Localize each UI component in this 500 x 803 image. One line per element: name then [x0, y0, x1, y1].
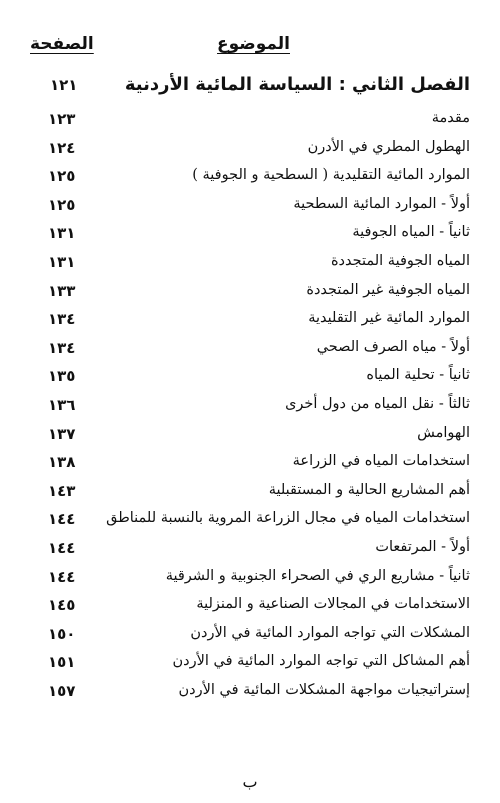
entry-label: ثانياً - تحلية المياه	[366, 367, 470, 384]
entry-page-number: ١٢٥	[48, 195, 76, 214]
entry-label: الاستخدامات في المجالات الصناعية و المنزلية	[196, 596, 470, 613]
entry-page-number: ١٤٤	[48, 538, 76, 557]
entry-label: استخدامات المياه في مجال الزراعة المروية بالنسبة للمناطق	[106, 510, 470, 527]
entry-label: إستراتيجيات مواجهة المشكلات المائية في الأردن	[178, 681, 470, 698]
toc-entry	[30, 306, 470, 335]
toc-entry	[30, 592, 470, 621]
entry-label: أولاً - المرتفعات	[375, 538, 470, 555]
toc-entry	[30, 392, 470, 421]
toc-header	[30, 34, 470, 64]
entry-label: ثانياً - مشاريع الري في الصحراء الجنوبية و الشرقية	[165, 567, 470, 584]
toc-entry	[30, 135, 470, 164]
toc-entry	[30, 678, 470, 707]
entry-label: الموارد المائية التقليدية ( السطحية و الجوفية )	[192, 167, 470, 184]
entry-label: أولاً - مياه الصرف الصحي	[316, 338, 470, 355]
topic-column-header: الموضوع	[217, 34, 290, 54]
entry-label: أولاً - الموارد المائية السطحية	[293, 195, 470, 212]
entry-label: الهطول المطري في الأدرن	[307, 138, 470, 155]
toc-entry	[30, 192, 470, 221]
entry-page-number: ١٣١	[48, 252, 76, 271]
entry-page-number: ١٣٤	[48, 338, 76, 357]
toc-entry	[30, 449, 470, 478]
toc-entry	[30, 564, 470, 593]
entry-label: استخدامات المياه في الزراعة	[292, 453, 470, 470]
entry-label: الموارد المائية غير التقليدية	[308, 310, 470, 327]
toc-entry	[30, 278, 470, 307]
entry-page-number: ١٣٤	[48, 310, 76, 329]
entry-label: أهم المشاريع الحالية و المستقبلية	[268, 481, 470, 498]
entry-page-number: ١٥٠	[48, 624, 76, 643]
entry-page-number: ١٤٤	[48, 510, 76, 529]
entry-label: المشكلات التي تواجه الموارد المائية في الأردن	[190, 624, 470, 641]
entry-page-number: ١٣٧	[48, 424, 76, 443]
toc-entry	[30, 535, 470, 564]
toc-entry	[30, 249, 470, 278]
toc-entry	[30, 163, 470, 192]
entry-page-number: ١٥٧	[48, 681, 76, 700]
entry-label: المياه الجوفية غير المتجددة	[306, 281, 470, 298]
chapter-heading	[30, 74, 470, 104]
entry-page-number: ١٢٤	[48, 138, 76, 157]
toc-entry	[30, 220, 470, 249]
toc-entry	[30, 506, 470, 535]
toc-entry	[30, 106, 470, 135]
entry-page-number: ١٣٥	[48, 367, 76, 386]
entry-label: ثالثاً - نقل المياه من دول أخرى	[285, 395, 470, 412]
chapter-page-number: ١٢١	[50, 76, 78, 94]
toc-entry	[30, 363, 470, 392]
entry-label: الهوامش	[417, 424, 470, 441]
entry-page-number: ١٢٥	[48, 167, 76, 186]
toc-entry	[30, 335, 470, 364]
entry-page-number: ١٣٨	[48, 453, 76, 472]
entry-label: ثانياً - المياه الجوفية	[352, 224, 470, 241]
entry-page-number: ١٤٥	[48, 596, 76, 615]
toc-entry	[30, 649, 470, 678]
toc-entries	[30, 106, 470, 706]
page-footer-letter: ب	[242, 772, 258, 791]
entry-label: المياه الجوفية المتجددة	[330, 252, 470, 269]
entry-page-number: ١٤٤	[48, 567, 76, 586]
toc-entry	[30, 621, 470, 650]
entry-page-number: ١٥١	[48, 653, 76, 672]
entry-page-number: ١٣٦	[48, 395, 76, 414]
entry-label: أهم المشاكل التي تواجه الموارد المائية في الأردن	[172, 653, 470, 670]
entry-page-number: ١٣١	[48, 224, 76, 243]
entry-page-number: ١٣٣	[48, 281, 76, 300]
toc-entry	[30, 421, 470, 450]
entry-page-number: ١٤٣	[48, 481, 76, 500]
toc-entry	[30, 478, 470, 507]
entry-page-number: ١٢٣	[48, 110, 76, 128]
page-column-header: الصفحة	[30, 34, 94, 54]
chapter-title: الفصل الثاني : السياسة المائية الأردنية	[124, 74, 470, 95]
entry-label: مقدمة	[431, 110, 470, 126]
